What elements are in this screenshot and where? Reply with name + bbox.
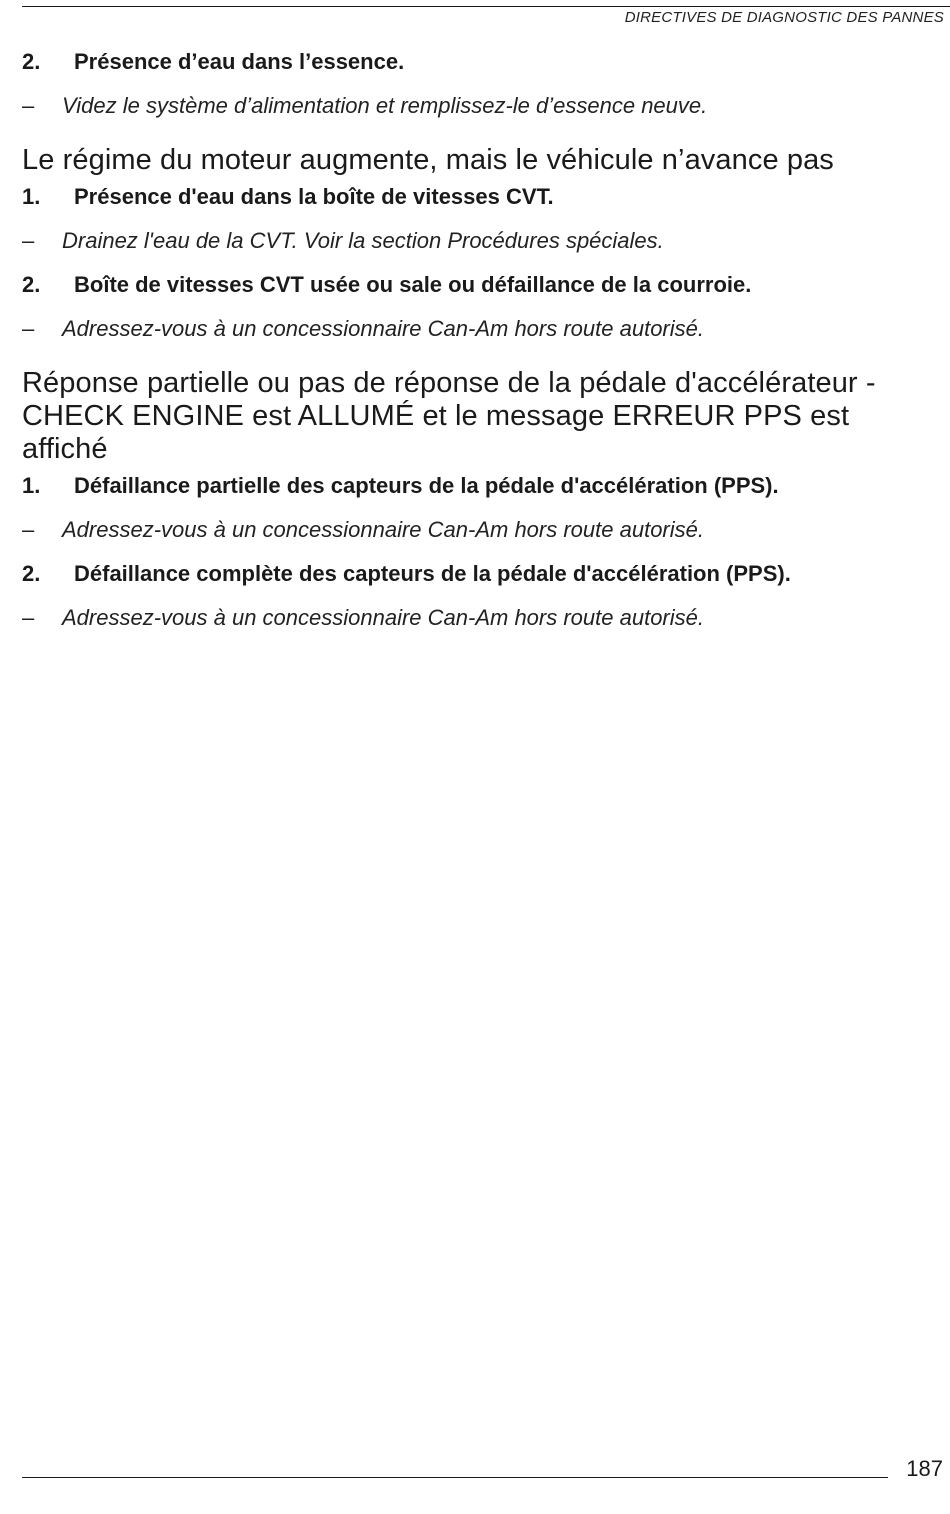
- section-heading: Réponse partielle ou pas de réponse de la pédale d'accélérateur - CHECK ENGINE est ALLUMÉ et le message ERREUR PPS est affiché: [22, 367, 876, 465]
- item-number: 2.: [22, 49, 41, 74]
- item-number: 1.: [22, 184, 41, 209]
- cause-item: [22, 271, 937, 299]
- dash-marker: –: [22, 517, 35, 542]
- remedy-line: [22, 227, 937, 255]
- dash-marker: –: [22, 93, 35, 118]
- remedy-line: [22, 315, 937, 343]
- item-number: 2.: [22, 272, 41, 297]
- page-number: 187: [906, 1456, 943, 1481]
- running-header: DIRECTIVES DE DIAGNOSTIC DES PANNES: [624, 9, 944, 26]
- remedy-text: Videz le système d’alimentation et remplissez-le d’essence neuve.: [62, 93, 708, 118]
- item-number: 1.: [22, 473, 41, 498]
- dash-marker: –: [22, 228, 35, 253]
- remedy-text: Adressez-vous à un concessionnaire Can-Am hors route autorisé.: [62, 316, 704, 341]
- remedy-text: Drainez l'eau de la CVT. Voir la section Procédures spéciales.: [62, 228, 664, 253]
- remedy-text: Adressez-vous à un concessionnaire Can-Am hors route autorisé.: [62, 517, 704, 542]
- remedy-line: [22, 604, 937, 632]
- item-text: Défaillance partielle des capteurs de la pédale d'accélération (PPS).: [74, 473, 779, 498]
- header-rule: [22, 6, 950, 7]
- dash-marker: –: [22, 605, 35, 630]
- cause-item: [22, 48, 937, 76]
- item-text: Défaillance complète des capteurs de la pédale d'accélération (PPS).: [74, 561, 791, 586]
- section-heading: Le régime du moteur augmente, mais le véhicule n’avance pas: [22, 144, 834, 176]
- item-number: 2.: [22, 561, 41, 586]
- remedy-line: [22, 92, 937, 120]
- footer-rule: [22, 1477, 888, 1478]
- remedy-line: [22, 516, 937, 544]
- item-text: Présence d'eau dans la boîte de vitesses CVT.: [74, 184, 554, 209]
- dash-marker: –: [22, 316, 35, 341]
- item-text: Boîte de vitesses CVT usée ou sale ou défaillance de la courroie.: [74, 272, 752, 297]
- cause-item: [22, 472, 937, 500]
- cause-item: [22, 183, 937, 211]
- item-text: Présence d’eau dans l’essence.: [74, 49, 405, 74]
- remedy-text: Adressez-vous à un concessionnaire Can-Am hors route autorisé.: [62, 605, 704, 630]
- cause-item: [22, 560, 937, 588]
- page-content: [22, 48, 937, 632]
